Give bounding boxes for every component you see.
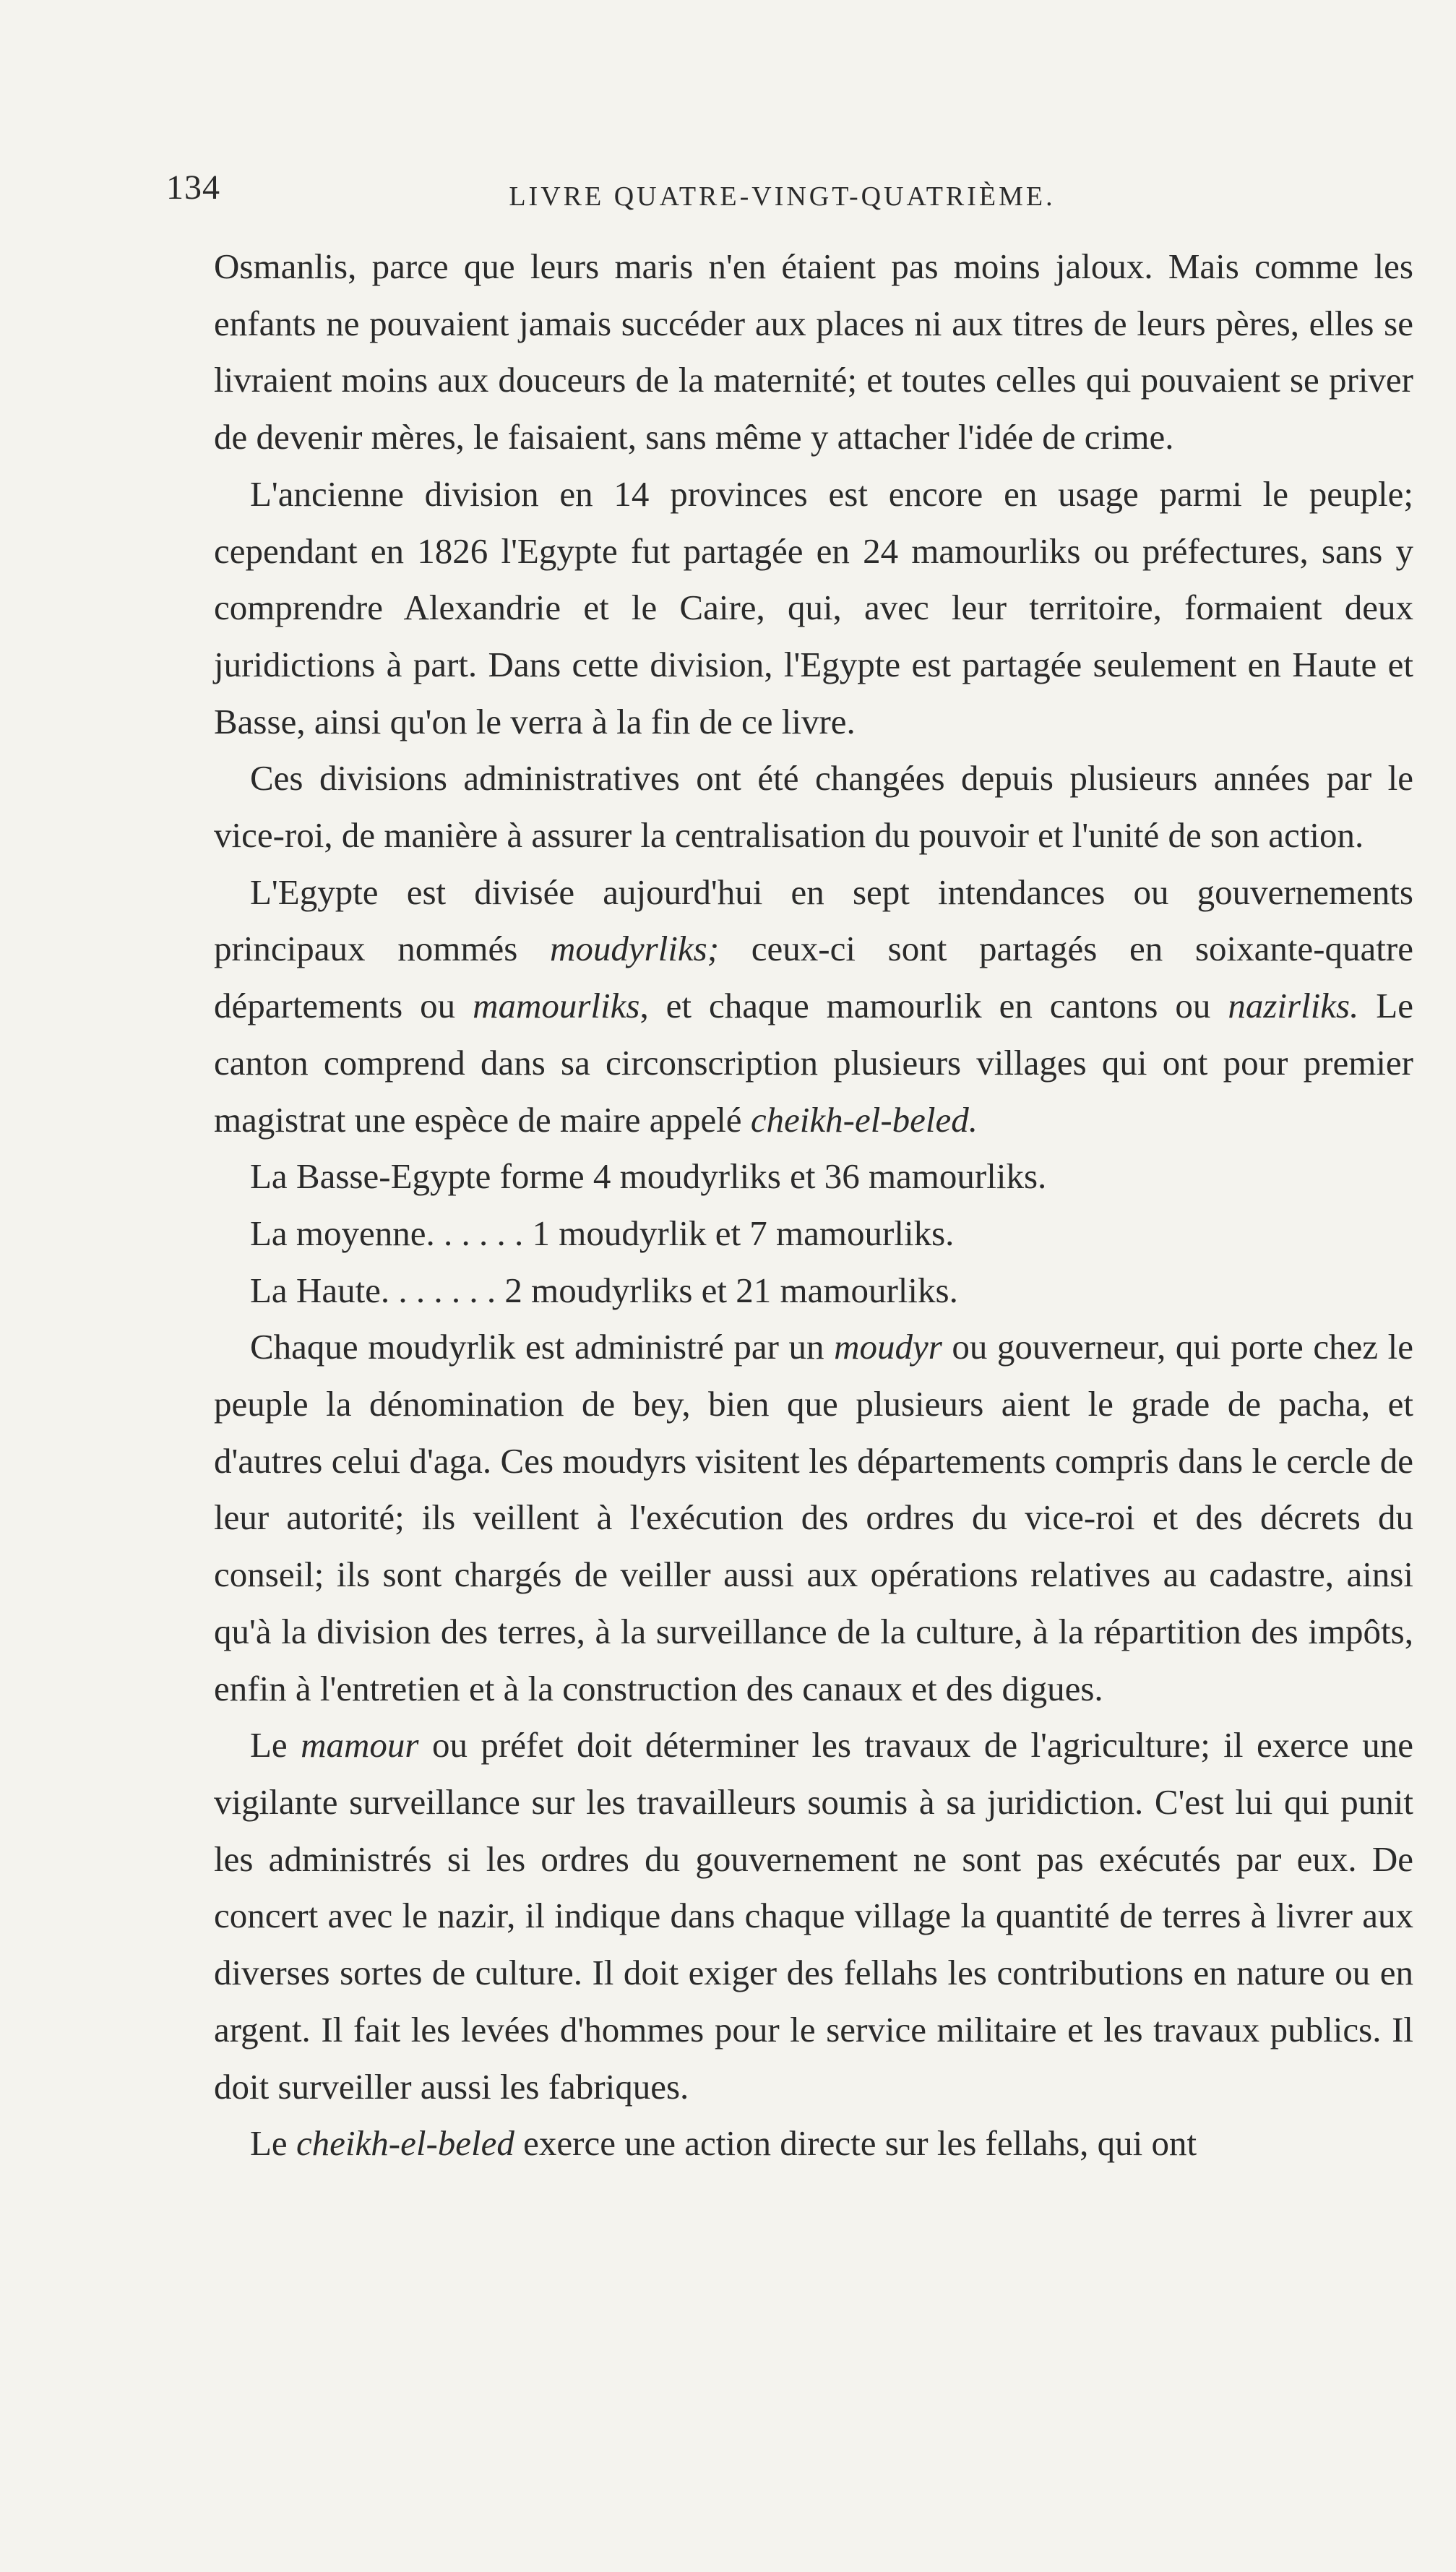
term-cheikh-el-beled: cheikh-el-beled. bbox=[750, 1099, 978, 1140]
term-moudyr: moudyr bbox=[834, 1327, 942, 1367]
page-number: 134 bbox=[166, 168, 220, 207]
body-text bbox=[214, 238, 1413, 2172]
term-nazirliks: nazirliks. bbox=[1228, 986, 1359, 1026]
paragraph-6: Le mamour ou préfet doit déterminer les travaux de l'agriculture; il exerce une vigilante surveillance sur les travailleurs soumis à sa juridiction. C'est lui qui punit les administrés si les ordres du gouvernement ne sont pas exécutés par eux. De concert avec le nazir, il indique dans chaque village la quantité de terres à livrer aux diverses sortes de culture. Il doit exiger des fellahs les contributions en nature ou en argent. Il fait les levées d'hommes pour le service militaire et les travaux publics. Il doit surveiller aussi les fabriques. bbox=[214, 1725, 1413, 2107]
paragraph-7: Le cheikh-el-beled exerce une action directe sur les fellahs, qui ont bbox=[250, 2123, 1197, 2164]
division-row-moyenne: La moyenne. . . . . . 1 moudyrlik et 7 mamourliks. bbox=[250, 1213, 955, 1253]
term-mamour: mamour bbox=[301, 1725, 419, 1765]
term-mamourliks: mamourliks bbox=[473, 986, 640, 1026]
running-head: LIVRE QUATRE-VINGT-QUATRIÈME. bbox=[509, 181, 1056, 212]
paragraph-2: L'ancienne division en 14 provinces est encore en usage parmi le peuple; cependant en 1826 l'Egypte fut partagée en 24 mamourliks ou préfectures, sans y comprendre Alexandrie et le Caire, qui, avec leur territoire, formaient deux juridictions à part. Dans cette division, l'Egypte est partagée seulement en Haute et Basse, ainsi qu'on le verra à la fin de ce livre. bbox=[214, 473, 1413, 741]
term-moudyrliks: moudyrliks; bbox=[550, 929, 720, 969]
division-row-basse: La Basse-Egypte forme 4 moudyrliks et 36 mamourliks. bbox=[250, 1156, 1047, 1197]
division-row-haute: La Haute. . . . . . . 2 moudyrliks et 21 mamourliks. bbox=[250, 1270, 958, 1310]
paragraph-3: Ces divisions administratives ont été changées depuis plusieurs années par le vice-roi, de manière à assurer la centralisation du pouvoir et l'unité de son action. bbox=[214, 758, 1413, 856]
paragraph-1: Osmanlis, parce que leurs maris n'en étaient pas moins jaloux. Mais comme les enfants ne pouvaient jamais succéder aux places ni aux titres de leurs pères, elles se livraient moins aux douceurs de la maternité; et toutes celles qui pouvaient se priver de devenir mères, le faisaient, sans même y attacher l'idée de crime. bbox=[214, 246, 1413, 457]
term-cheikh-el-beled-2: cheikh-el-beled bbox=[296, 2123, 514, 2164]
paragraph-4: L'Egypte est divisée aujourd'hui en sept intendances ou gouvernements principaux nommés moudyrliks; ceux-ci sont partagés en soixante-quatre départements ou mamourliks, et chaque mamourlik en cantons ou nazirliks. Le canton comprend dans sa circonscription plusieurs villages qui ont pour premier magistrat une espèce de maire appelé cheikh-el-beled. bbox=[214, 872, 1413, 1140]
paragraph-5: Chaque moudyrlik est administré par un moudyr ou gouverneur, qui porte chez le peuple la dénomination de bey, bien que plusieurs aient le grade de pacha, et d'autres celui d'aga. Ces moudyrs visitent les départements compris dans le cercle de leur autorité; ils veillent à l'exécution des ordres du vice-roi et des décrets du conseil; ils sont chargés de veiller aussi aux opérations relatives au cadastre, ainsi qu'à la division des terres, à la surveillance de la culture, à la répartition des impôts, enfin à l'entretien et à la construction des canaux et des digues. bbox=[214, 1327, 1413, 1708]
